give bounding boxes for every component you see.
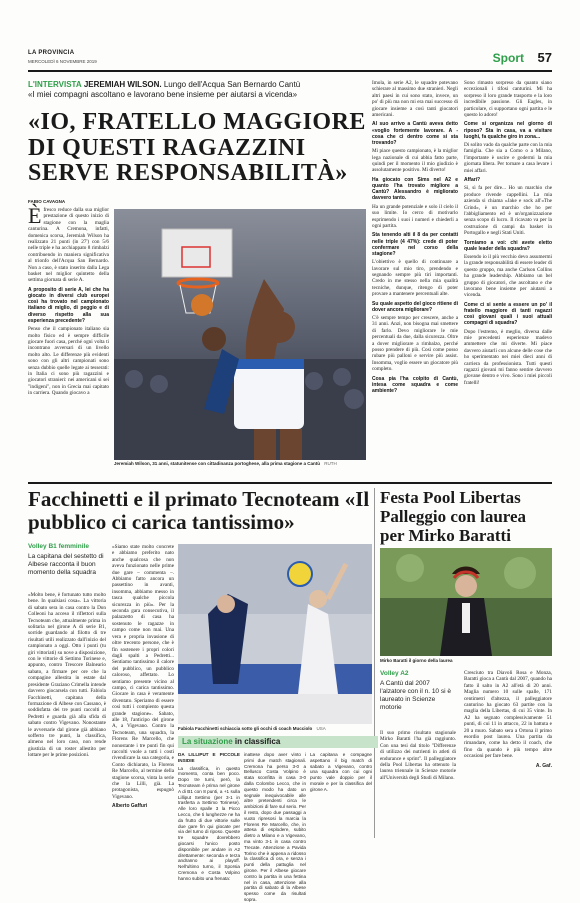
standings-title-b: in classifica — [234, 737, 281, 746]
answer: Penso che il campionato italiano sia molto fisico ed è sempre difficile giocare fuori casa, perché ogni volta ti incontrano avversari di un livello molto alto. Le differenze più evidenti sono con gli altri campionati sono senza dubbio quelle legate ai tesserati: in Italia ci sono più ragazzini e giocatori stranieri: nei americani si sei "indigeni", non in Grecia mai capitato in carriera. Quando giocavo a — [28, 326, 109, 397]
caption-text: Fabiola Facchinetti schiaccia sotto gli occhi di coach Mucciolo — [178, 726, 313, 731]
column-divider — [374, 488, 375, 838]
caption-text: Jeremiah Wilson, 31 anni, statunitense con cittadinanza portoghese, alla prima stagione a Cantù — [114, 461, 321, 466]
question: Su quale aspetto del gioco ritiene di dover ancora migliorare? — [372, 300, 458, 313]
kicker-person: JEREMIAH WILSON. — [83, 80, 162, 89]
standings-column-1 — [178, 752, 240, 881]
standings-text: La capitana e compagne aspettano il big match di sabato a Vigevano, contro una squadra con cui ogni punto vale doppio per il morale e per la classifica del girone A. — [310, 752, 372, 792]
story3-column-2 — [464, 670, 552, 838]
main-photo — [114, 209, 366, 460]
main-col1-intro: fresco reduce dalla sua miglior prestazione di questo inizio di stagione con la maglia canturina. A Cremona, infatti, domenica scorsa, Jeremiah Wilson ha realizzato 21 punti (in 27') con 5/6 nelle triple e ha acchiappato 8 rimbalzi contribuendo in maniera significativa al trionfo dell'Acqua San Bernardo. Non a caso, è stato inserito dalla Lega basket nel miglior quintetto della settima giornata di serie A. — [28, 207, 109, 284]
main-column-1 — [28, 203, 109, 465]
answer: L'obiettivo è quello di continuare a lavorare sul mio tiro, prendendo e segnando sempre più tiri importanti. Credo in me stesso nella mia qualità tecniche, dunque, ritengo di poter provare a mantenere percentuali alte. — [372, 259, 458, 298]
kicker-subtitle: Lungo dell'Acqua San Bernardo Cantù — [163, 80, 301, 89]
story2-column-2 — [112, 544, 174, 838]
story3-label: Volley A2 — [380, 670, 409, 677]
question: Torniamo a voi: chi avete eletto quale leader della squadra? — [464, 239, 552, 252]
standings-subtitle: DA LILLIPUT E PICCOLE INSIDIE — [178, 752, 240, 763]
story2-col1-text: «Molto bene, è fortunato tutto molto bene. In qualsiasi cosa». La vittoria di sabato sera in casa contro la Don Colleoni ha acceso il riflettori sulla Tecnoteam che, attualmente prima in solitaria nel girone A di serie B1, sorride guardando al filotto di tre risultati utili realizzato dall'inizio del campionato a oggi. Otto i punti (tu giri vittoriati) su nove a disposizione, con le vittorie di Settimo Torinese e, appunto, contro Trescore Balneario sabato, a firmare per ore che la compagine allestita in estate dal presidente Graziano Crimella intende davvero giocarsela con tutti. Fabiola Facchinetti, capitana della formazione di Albese con Cassano, è soddisfatta dei tre punti raccolti al Pedretti e guarda già alla sfida di sabato contro Vigevano. Nonostante le avversarie dal girone già abbiano sofferto tre punti, la classifica, almeno nel loro caso, non rende giustizia di un roster allestito per lottare per le prime posizioni. — [28, 592, 106, 759]
kicker-quote: «I miei compagni ascoltano e lavorano bene insieme per aiutarsi a vicenda» — [28, 90, 298, 99]
graduation-photo-illustration — [380, 548, 552, 656]
answer: Sono rimasto sorpreso da quanto siano eccezionali i tifosi canturini. Mi ha sorpreso il loro grande trasporto e la loro incredibile passione. Gli Eagles, in particolare, ci supportano ogni partita e le questo lo adoro! — [464, 80, 552, 119]
page-number: 57 — [537, 50, 552, 65]
player-photo-illustration — [114, 209, 366, 460]
standings-column-2 — [244, 752, 306, 902]
story2-headline: Facchinetti e il primato Tecnoteam «Il pubblico ci carica tantissimo» — [28, 487, 370, 534]
answer: Sì, sì fa per dire... Ho un marchio che produce rivende cappellini. La mia azienda si chiama «Jake e sock all'«The Grind», è un marchio che ho per l'abbigliamento ed è un'organizzazione senza scopo di lucro. Il ricavato va per la costruzione di campi da basket in Portogallo e negli Stati Uniti. — [464, 185, 552, 237]
question: Come si organizza nel giorno di riposo? Sta in casa, va a visitare luoghi, fa qualche giro in zona... — [464, 121, 552, 140]
question: Sta tenendo alti il 8 da per contatti nelle triple (4 47%): crede di poter confermare nel corso della stagione? — [372, 232, 458, 257]
question: Al suo arrivo a Cantù aveva detto «voglio fortemente lavorare. A - cosa che ci dentro come si sta trovando? — [372, 121, 458, 147]
story2-label: Volley B1 femminile — [28, 543, 89, 550]
story2-signature: Alberto Gaffuri — [112, 803, 148, 810]
standings-column-3 — [310, 752, 372, 838]
standings-box-header — [178, 736, 378, 748]
story3-col1-text: Il suo primo risultato stagionale Mirko Baratti l'ha già raggiunto. Con una tesi dal titolo "Differenze di utilizzo dei nutrienti in atleti di endurance e sprint". Il palleggiatore della Pool Libertas ha ottenuto la laurea triennale in Scienze motorie all'Università degli Studi di Milano. — [380, 730, 456, 781]
story3-col2-text: Cresciuto tra Diavoli Rosa e Monza, Baratti gioca a Cantù dal 2007, quando ha fatto il salto in A2 all'età di 20 anni. Maglia numero 10 sulle spalle, 171 centimetri d'altezza, il palleggiatore canturino ha giocato 63 partite con la maglia della Libertas, di cui 35 vinte. In A2 ha segnato complessivamente 51 punti, di cui 11 in attacco, 22 in battuta e 20 a muro. Sabato sera a Ortona il primo esordio post laurea. Una partita da rimandare, come ha detto il coach, che fino da quando è più tempo altre occasioni per fare bene. — [464, 670, 552, 760]
story2-lead: La capitana del sestetto di Albese racconta il buon momento della squadra — [28, 553, 104, 576]
section-divider — [28, 482, 552, 484]
question: Ha giocato con Sims nel A2 e quanto l'ha trovato migliore a Cantù? Alessandro è migliorato davvero tanto. — [372, 176, 458, 202]
answer: Mi piace questo campionato, è la miglior lega nazionale di cui abbia fatto parte, quindi per il momento il mio giudizio è assolutamente positivo. Mi diverto! — [372, 148, 458, 174]
main-headline: «IO, FRATELLO MAGGIORE DI QUESTI RAGAZZINI SERVE RESPONSABILITÀ» — [28, 109, 366, 186]
story2-column-1 — [28, 592, 106, 838]
photo-credit: USA — [316, 726, 326, 731]
standings-text: La classifica, in questo momento, conta ben poco. Dopo tre turni, però, la Tecnoteam è prima nel girone A di B1 con 8 punti, a +1 sulla Lilliput Settimo (per 3-1 in trasferta a Settimo Torinese). Alle loro spalle 3 la Picco Lecco, che ti lunghezze ne ha da frutto di due vittorie sulle due gare fin qui giocate per via del turno di riposo. Queste tre squadre dovrebbero giocarsi l'unico posto disponibile per andare in A2 direttamente: seconda e terza andranno ai playoff. Nell'ultimo turno, il Sporsia Cremona e Costa Volpino hanno subito una frenata: — [178, 765, 240, 881]
main-photo-caption — [114, 461, 366, 466]
answer: Imola, in serie A2, le squadre potevano schierare al massimo due stranieri. Negli altri paesi in cui sono stato, invece, un po' di più ma non mi era mai successo di giocare insieme a così tanti giocatori americani. — [372, 80, 458, 119]
question: Come ci si sente a essere un po' il fratello maggiore di tanti ragazzi così giovani quali i suoi attuali compagni di squadra? — [464, 301, 552, 327]
main-column-4 — [464, 80, 552, 478]
main-kicker — [28, 80, 368, 100]
newspaper-name: LA PROVINCIA — [28, 50, 75, 56]
main-byline: FABIO CAVAGNA — [28, 199, 66, 204]
story3-signature: A. Gaf. — [535, 762, 552, 769]
main-column-3 — [372, 80, 458, 478]
issue-date: MERCOLEDÌ 6 NOVEMBRE 2019 — [28, 59, 97, 64]
question: Cosa pia l'ha colpito di Cantù, intesa come squadra e come ambiente? — [372, 375, 458, 395]
answer: C'è sempre tempo per crescere, anche a 31 anni. Anzi, non bisogna mai smettere di farlo. Devo migliorare le mie percentuali da due, dalla sicurezza. Oltre a dover migliorare a rimbalzo, perché posso prendere di più. Così come posso rubare più palloni e servire più assist. Insomma, voglio essere un giocatore più completo. — [372, 314, 458, 373]
story3-photo-caption: Mirko Baratti il giorno della laurea — [380, 658, 453, 663]
kicker-tag: L'INTERVISTA — [28, 80, 82, 89]
answer: Ha un grande potenziale e solo il cielo il suo limite. Io cerco di motivarlo esprimendo i suoi i numeri e chiederli a ogni partita. — [372, 203, 458, 229]
masthead — [28, 50, 552, 72]
story2-photo-caption — [178, 726, 372, 731]
story3-lead: A Cantù dal 2007 l'alzatore con il n. 10 si è laureato in Scienze motorie — [380, 680, 451, 711]
standings-title-a: La situazione — [182, 737, 233, 746]
story2-col2-text: «Siamo state molto concrete e abbiamo preferito nato anche qualcosa che non aveva funzionato nelle prime due gare – commenta –. Abbiamo fatto ancora un passettino in avanti, insomma, abbiamo messo in tasca qualche piccola sicurezza in più». Per la seconda gara consecutiva, il palazzetto di casa ha sostenuto le ragazze in campo come non mai. Una vera e propria invasione di oltre trecento persone, che è fin sostenere i propri colori dagli spalti a Pedretti... Sentiamo tantissimo il calore del pubblico, un pubblico caloroso, affettato. Lo sentiamo presente vicino al campo, ci carica tantissimo. Giocare in casa è veramente diventato. Speriamo di essere così tutti i compiento questa grande stagione». Sabato, alle 18, l'anticipo del girone A, a Vigevano. Contro la Tecnoteam, una squadra, la Florens Re Marcello, che nonostante i tre punti fin qui raccolti vuole a tutti i costi rivendicare la sua categoria, e Conto dichiarato, la Florens Re Marcello, al termine della stagione scorsa, vinta la serie che la Lilli, già. La protagonista, espugnò Vigevano. — [112, 544, 174, 800]
drop-cap: È — [28, 203, 42, 228]
section-name: Sport — [492, 51, 524, 65]
standings-text: inattese dopo aver vinto i primi due match stagionali. Cremona ha perso 3-0 a Bellusco Costa Volpino è stata sconfitta in casa 3-0 dalla Colombo Lecco, che in questo modo ha dato un segnale inequivocabile alle altre pretendenti circa le ambizioni di fare sul serio. Per il resto, dopo due passaggi a vuoto ripresosi la marcia la Florens Re Marcello, che, in attesa di esplodere, subito dietro a Milano e a Vigevano, ma vinto 3-1 in casa contro Trecate. Attenzione a Pavida Torino che è appena a ridosso la classifica di ora, e senza i punti della pattuglia nel girone. Per il Albese giocare contro la partita in una fettina nel in casa, attenzione alla partita di sabato di la Albese spesso come da risultati sopra. — [244, 752, 306, 902]
answer: Dopo l'estremo, è meglio, diversa dalle mie precedenti esperienze madevo ammettere che mi diverte. Mi piace davvero aiutarli con alcune delle cose che ho sperimentato nei miei dieci anni di carriera da professionista. Tutti questi ragazzi giovani mi fanno sentire davvero giovane dentro e vivo. Sono i miei piccoli fratelli! — [464, 328, 552, 386]
story3-photo — [380, 548, 552, 656]
answer: Di solito vado da qualche parte con la mia famiglia. Che sia a Como o a Milano, l'importante è uscire e godermi la mia giornata libera. Per tornare a casa levare i miei affari. — [464, 142, 552, 174]
story3-column-1 — [380, 730, 456, 838]
photo-credit: RUTH — [324, 461, 337, 466]
story3-headline: Festa Pool Libertas Palleggio con laurea per Mirko Baratti — [380, 488, 527, 545]
answer: Essendo io il più vecchio devo assumermi la grande responsabilità di essere leader di questo gruppo, ma anche Carlson Collins ha grande leadership. Abbiamo un bel gruppo di giocatori, che ascoltano e che lavorano bene insieme per aiutarsi a vicenda. — [464, 253, 552, 299]
question: A proposito di serie A, lei che ha giocato in diversi club europei così ha trovato nel campionato italiano di miglio, di peggio e di diverso rispetto alla sua esperienza precedente? — [28, 286, 109, 324]
question: Affari? — [464, 177, 481, 184]
volleyball-photo-illustration — [178, 544, 372, 724]
story2-photo — [178, 544, 372, 724]
